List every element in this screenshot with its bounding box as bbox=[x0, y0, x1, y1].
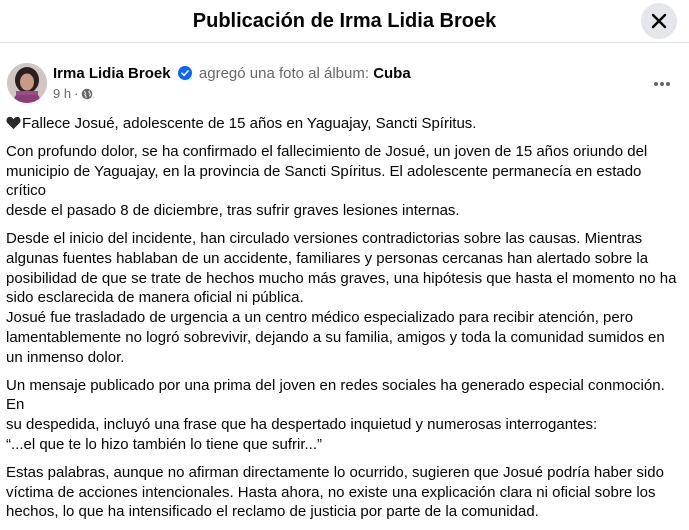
post-body bbox=[6, 114, 678, 530]
post-line: Desde el inicio del incidente, han circulado versiones contradictorias sobre las causas. Mientras bbox=[6, 229, 643, 247]
close-icon bbox=[651, 13, 667, 29]
post-line: desde el pasado 8 de diciembre, tras sufrir graves lesiones internas. bbox=[6, 202, 460, 220]
post-paragraph bbox=[6, 376, 678, 455]
author-avatar[interactable] bbox=[7, 63, 47, 103]
more-options-button[interactable] bbox=[653, 74, 671, 92]
post-line: Con profundo dolor, se ha confirmado el fallecimiento de Josué, un joven de 15 años oriundo del bbox=[6, 142, 648, 160]
post-line: algunas fuentes hablaban de un accidente, familiares y personas cercanas han alertado sobre la bbox=[6, 249, 649, 267]
close-button[interactable] bbox=[641, 3, 677, 39]
black-heart-icon bbox=[6, 116, 21, 130]
post-paragraph bbox=[6, 142, 678, 221]
post-author-line bbox=[53, 65, 411, 82]
post-line: un inmenso dolor. bbox=[6, 348, 125, 366]
avatar-photo bbox=[7, 63, 47, 103]
globe-icon[interactable] bbox=[81, 88, 93, 100]
verified-badge-icon bbox=[178, 66, 192, 80]
post-paragraph bbox=[6, 463, 678, 522]
post-line: Fallece Josué, adolescente de 15 años en Yaguajay, Sancti Spíritus. bbox=[22, 115, 477, 132]
more-options-icon bbox=[653, 81, 671, 87]
dialog-header bbox=[0, 0, 689, 43]
post-paragraph bbox=[6, 114, 678, 134]
post-meta bbox=[53, 86, 93, 101]
post-line: hechos, lo que ha intensificado el reclamo de justicia por parte de la comunidad. bbox=[6, 503, 539, 521]
post-line: lamentablemente no logró sobrevivir, dejando a su familia, amigos y toda la comunidad sumidos en bbox=[6, 328, 665, 346]
post-line: Estas palabras, aunque no afirman directamente lo ocurrido, sugieren que Josué podría haber sido bbox=[6, 463, 664, 481]
post-line: sido esclarecida de manera oficial ni pública. bbox=[6, 289, 304, 307]
post-line: Un mensaje publicado por una prima del joven en redes sociales ha generado especial conmoción. En bbox=[6, 376, 665, 414]
author-name-link[interactable]: Irma Lidia Broek bbox=[53, 65, 171, 82]
post-line: “...el que te lo hizo también lo tiene que sufrir...” bbox=[6, 435, 323, 453]
post-timestamp[interactable]: 9 h bbox=[53, 86, 72, 101]
dialog-title: Publicación de Irma Lidia Broek bbox=[192, 9, 497, 32]
post-line: Josué fue trasladado de urgencia a un centro médico especializado para recibir atención, pero bbox=[6, 309, 634, 327]
album-link[interactable]: Cuba bbox=[373, 65, 411, 82]
post-line: víctima de acciones intencionales. Hasta ahora, no existe una explicación clara ni oficial sobre los bbox=[6, 483, 656, 501]
meta-separator: · bbox=[74, 86, 79, 101]
post-line: municipio de Yaguajay, en la provincia de Sancti Spíritus. El adolescente permanecía en estado crítico bbox=[6, 162, 642, 200]
post-line: su despedida, incluyó una frase que ha despertado inquietud y numerosas interrogantes: bbox=[6, 416, 598, 434]
post-action-text: agregó una foto al álbum: bbox=[198, 65, 370, 82]
post-paragraph bbox=[6, 229, 678, 368]
post-line: posibilidad de que se trate de hechos mucho más graves, una hipótesis que hasta el momento no ha bbox=[6, 269, 677, 287]
